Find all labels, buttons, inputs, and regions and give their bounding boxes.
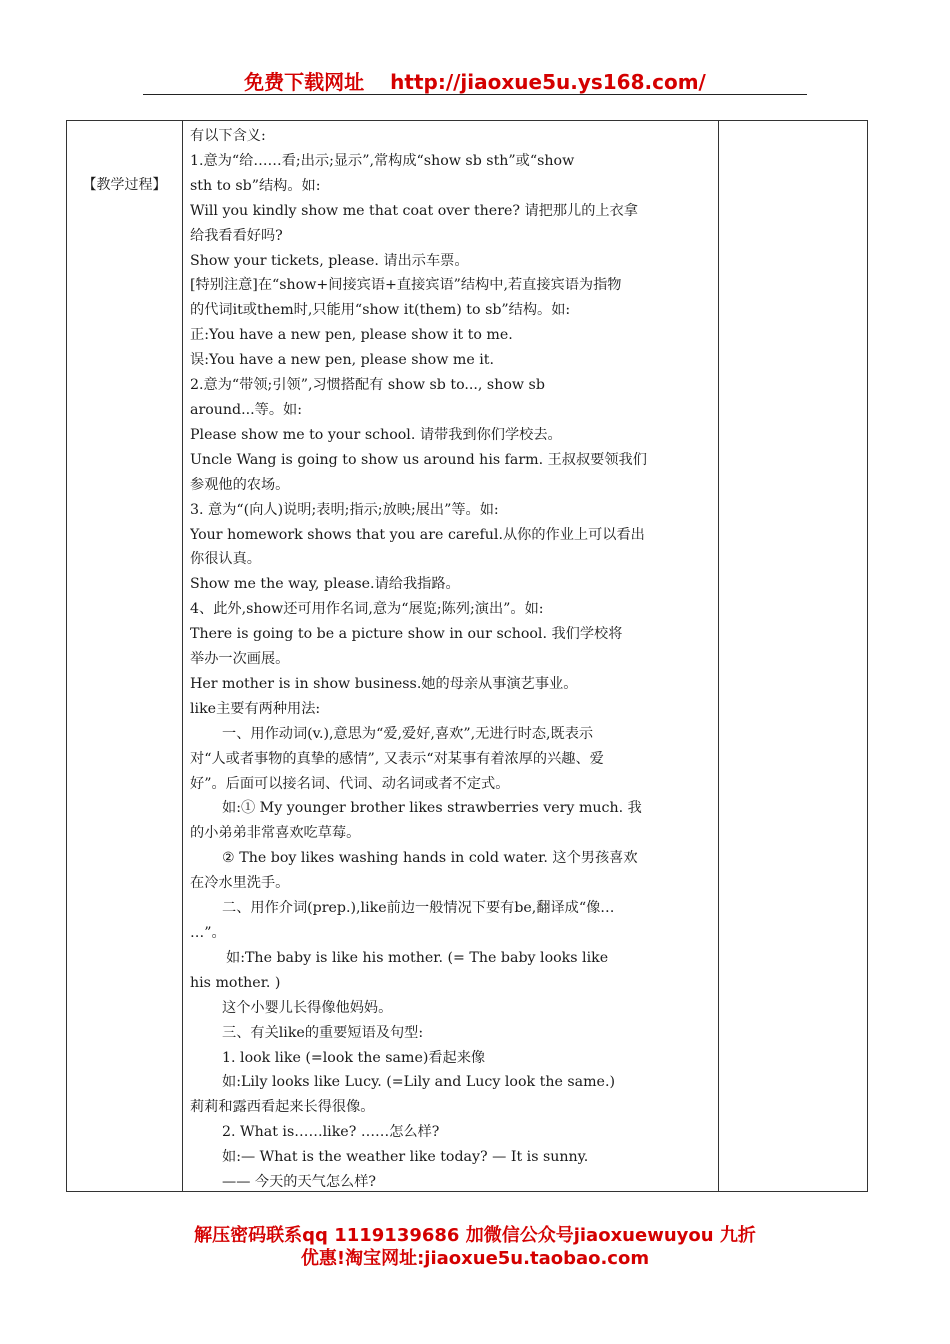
- text-line: 举办一次画展。: [190, 651, 290, 668]
- text-line: 这个小婴儿长得像他妈妈。: [222, 999, 393, 1016]
- text-line: Will you kindly show me that coat over there? 请把那儿的上衣拿: [190, 202, 638, 219]
- text-line: 给我看看好吗?: [190, 227, 283, 244]
- header-banner: [0, 66, 950, 95]
- text-line: 如:Lily looks like Lucy. (=Lily and Lucy look the same.): [222, 1074, 615, 1091]
- text-line: Show your tickets, please. 请出示车票。: [190, 252, 469, 269]
- column-divider-right: [718, 121, 719, 1191]
- text-line: 2.意为“带领;引领”,习惯搭配有 show sb to..., show sb: [190, 377, 545, 394]
- text-line: There is going to be a picture show in our school. 我们学校将: [190, 626, 623, 643]
- text-line: 的代词it或them时,只能用“show it(them) to sb”结构。如:: [190, 302, 571, 319]
- text-line: 正:You have a new pen, please show it to me.: [190, 327, 513, 344]
- text-line: 三、有关like的重要短语及句型:: [222, 1024, 424, 1041]
- lesson-table: [66, 120, 868, 1192]
- text-line: 在冷水里洗手。: [190, 875, 290, 892]
- text-line: 对“人或者事物的真挚的感情”, 又表示“对某事有着浓厚的兴趣、爱: [190, 750, 604, 767]
- text-line: Your homework shows that you are careful.从你的作业上可以看出: [190, 526, 645, 543]
- text-line: 3. 意为“(向人)说明;表明;指示;放映;展出”等。如:: [190, 501, 499, 518]
- text-line: 有以下含义:: [190, 128, 266, 144]
- text-line: like主要有两种用法:: [190, 700, 321, 717]
- text-line: Uncle Wang is going to show us around his farm. 王叔叔要领我们: [190, 451, 647, 468]
- text-line: 二、用作介词(prep.),like前边一般情况下要有be,翻译成“像…: [222, 900, 615, 917]
- text-line: Her mother is in show business.她的母亲从事演艺事业。: [190, 675, 578, 692]
- text-line: around...等。如:: [190, 401, 303, 418]
- text-line: his mother. ): [190, 974, 281, 991]
- text-line: ② The boy likes washing hands in cold water. 这个男孩喜欢: [222, 850, 638, 867]
- text-line: 的小弟弟非常喜欢吃草莓。: [190, 825, 361, 842]
- text-line: Show me the way, please.请给我指路。: [190, 576, 460, 593]
- footer-line-2: 优惠!淘宝网址:jiaoxue5u.taobao.com: [300, 1248, 650, 1269]
- text-line: 如:① My younger brother likes strawberries very much. 我: [222, 800, 642, 817]
- text-line: 误:You have a new pen, please show me it.: [190, 352, 494, 369]
- text-line: 如:— What is the weather like today? — It is sunny.: [222, 1149, 589, 1166]
- footer-line-1: 解压密码联系qq 1119139686 加微信公众号jiaoxuewuyou 九折: [194, 1225, 756, 1246]
- text-line: 1.意为“给……看;出示;显示”,常构成“show sb sth”或“show: [190, 152, 575, 169]
- text-line: 2. What is……like? ……怎么样?: [222, 1124, 440, 1141]
- header-label: 免费下载网址: [244, 70, 365, 94]
- header-divider: [143, 94, 807, 95]
- text-line: 莉莉和露西看起来长得很像。: [190, 1099, 375, 1116]
- text-line: 4、此外,show还可用作名词,意为“展览;陈列;演出”。如:: [190, 601, 544, 618]
- header-url-link[interactable]: http://jiaoxue5u.ys168.com/: [390, 70, 706, 94]
- text-line: —— 今天的天气怎么样?: [222, 1174, 376, 1191]
- content-cell: [190, 124, 712, 1195]
- text-line: 好”。后面可以接名词、代词、动名词或者不定式。: [190, 775, 510, 792]
- text-line: …”。: [190, 925, 226, 941]
- text-line: 1. look like (=look the same)看起来像: [222, 1049, 486, 1066]
- section-label: 【教学过程】: [82, 177, 167, 193]
- text-line: 如:The baby is like his mother. (= The baby looks like: [226, 949, 609, 966]
- text-line: 参观他的农场。: [190, 476, 290, 493]
- column-divider-left: [182, 121, 183, 1191]
- text-line: 一、用作动词(v.),意思为“爱,爱好,喜欢”,无进行时态,既表示: [222, 725, 594, 742]
- text-line: [特别注意]在“show+间接宾语+直接宾语”结构中,若直接宾语为指物: [190, 277, 622, 294]
- text-line: 你很认真。: [190, 551, 261, 568]
- text-line: sth to sb”结构。如:: [190, 177, 321, 194]
- text-line: Please show me to your school. 请带我到你们学校去。: [190, 426, 562, 443]
